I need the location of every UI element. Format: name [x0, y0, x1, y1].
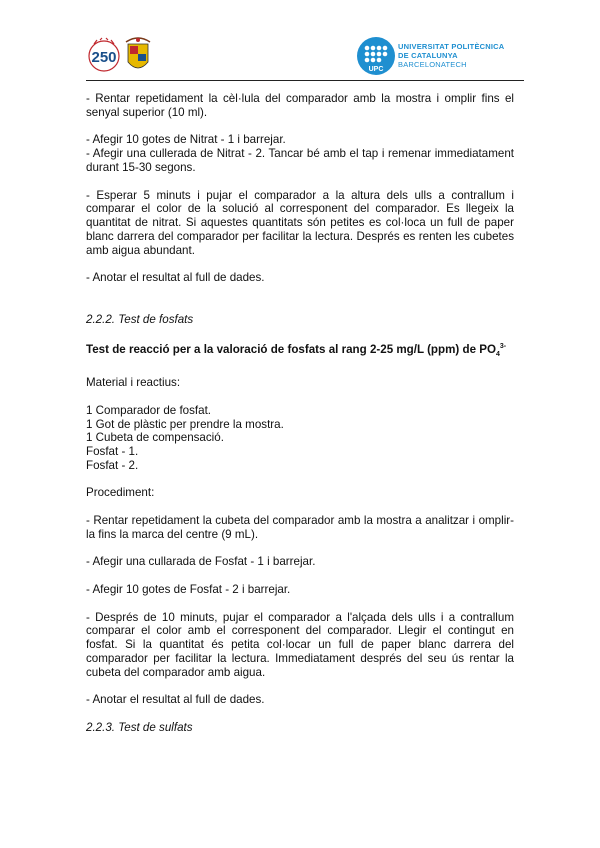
coat-of-arms-icon	[126, 38, 150, 68]
section-heading-fosfats: 2.2.2. Test de fosfats	[86, 312, 194, 326]
title-subscript: 4	[496, 351, 500, 359]
procedure-heading: Procediment:	[86, 486, 155, 500]
fosfat-step-1: - Rentar repetidament la cubeta del comparador amb la mostra a analitzar i omplir-la fins la marca del centre (9 mL).	[86, 514, 514, 541]
page-header	[0, 0, 600, 82]
nitrat-step-4: - Esperar 5 minuts i pujar el comparador a la altura dels ulls a contrallum i comparar el color de la solució al corresponent del comparador. Es llegeix la quantitat de nitrat. Si aquestes quantitats són petites es col·loca un full de paper blanc darrera del comparador per facilitar la lectura. Després es renten les cubetes amb aigua abundant.	[86, 188, 514, 257]
anniversary-250-logo	[86, 36, 156, 78]
material-item: 1 Got de plàstic per prendre la mostra.	[86, 417, 284, 431]
nitrat-step-3: - Afegir una cullerada de Nitrat - 2. Tancar bé amb el tap i remenar immediatament durant 15-30 segons.	[86, 147, 514, 174]
document-body	[86, 92, 514, 735]
svg-text:UPC: UPC	[368, 66, 384, 73]
nitrat-step-5: - Anotar el resultat al full de dades.	[86, 271, 265, 285]
test-title: Test de reacció per a la valoració de fosfats al rang 2-25 mg/L (ppm) de $PO_4^{3-}$	[86, 343, 507, 359]
fosfat-step-2: - Afegir una cullarada de Fosfat - 1 i barrejar.	[86, 555, 316, 569]
header-divider	[86, 80, 524, 81]
section-heading-sulfats: 2.2.3. Test de sulfats	[86, 721, 193, 735]
fosfat-step-5: - Anotar el resultat al full de dades.	[86, 693, 265, 707]
logo-250-text: 250	[91, 49, 117, 66]
materials-heading: Material i reactius:	[86, 376, 181, 390]
title-superscript: 3-	[499, 343, 507, 351]
fosfat-step-4: - Després de 10 minuts, pujar el comparador a l'alçada dels ulls i a contrallum comparar el color amb el corresponent del comparador. Llegir el contingut en fosfat. Si la quantitat és petita col·locar un full de paper blanc darrera del comparador per facilitar la lectura. Immediatament després del seu ús rentar la cubeta del comparador amb aigua.	[86, 610, 514, 679]
material-item: Fosfat - 2.	[86, 458, 139, 472]
university-name: UNIVERSITAT POLITÈCNICA DE CATALUNYA BARCELONATECH	[398, 42, 505, 69]
material-item: 1 Comparador de fosfat.	[86, 403, 212, 417]
fosfat-step-3: - Afegir 10 gotes de Fosfat - 2 i barrejar.	[86, 583, 291, 597]
material-item: Fosfat - 1.	[86, 445, 139, 459]
nitrat-step-2: - Afegir 10 gotes de Nitrat - 1 i barrejar.	[86, 133, 286, 147]
material-item: 1 Cubeta de compensació.	[86, 431, 224, 445]
nitrat-step-1: - Rentar repetidament la cèl·lula del comparador amb la mostra i omplir fins el senyal superior (10 ml).	[86, 92, 514, 119]
